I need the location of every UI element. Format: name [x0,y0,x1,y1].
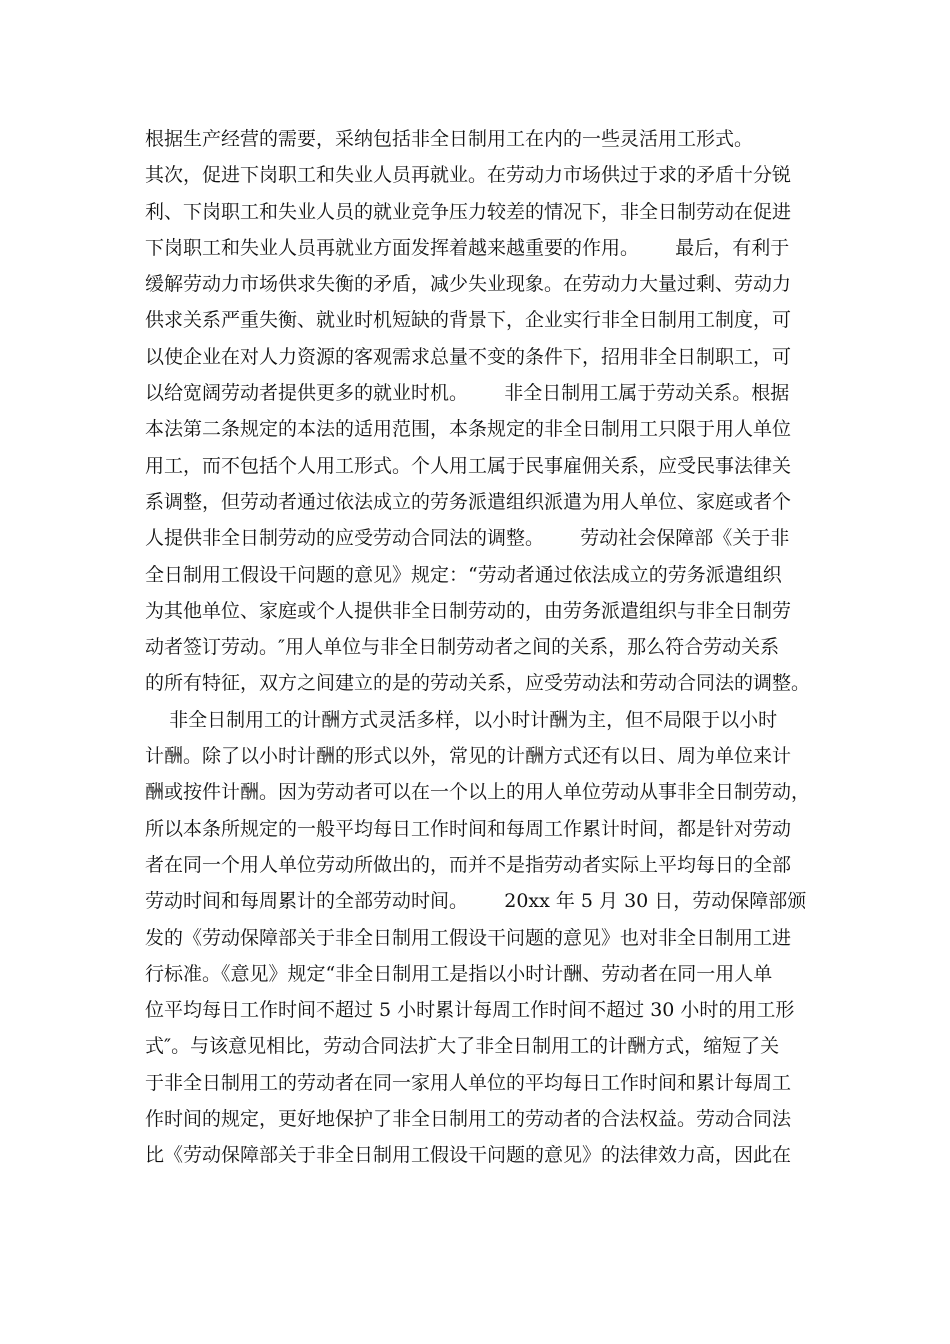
text-line: 以给宽阔劳动者提供更多的就业时机。 非全日制用工属于劳动关系。根据 [145,382,790,405]
text-line: 位平均每日工作时间不超过 5 小时累计每周工作时间不超过 30 小时的用工形 [145,999,795,1022]
text-line: 下岗职工和失业人员再就业方面发挥着越来越重要的作用。 最后，有利于 [145,236,790,259]
text-line: 人提供非全日制劳动的应受劳动合同法的调整。 劳动社会保障部《关于非 [145,527,790,550]
text-line: 缓解劳动力市场供求失衡的矛盾，减少失业现象。在劳动力大量过剩、劳动力 [145,273,792,296]
text-line: 行标准。《意见》规定“非全日制用工是指以小时计酬、劳动者在同一用人单 [145,962,773,985]
text-line: 其次，促进下岗职工和失业人员再就业。在劳动力市场供过于求的矛盾十分锐 [145,164,792,187]
text-line: 全日制用工假设干问题的意见》规定：“劳动者通过依法成立的劳务派遣组织 [145,563,782,586]
text-line: 发的《劳动保障部关于非全日制用工假设干问题的意见》也对非全日制用工进 [145,926,792,949]
text-line: 作时间的规定，更好地保护了非全日制用工的劳动者的合法权益。劳动合同法 [145,1108,792,1131]
text-line: 式″。与该意见相比，劳动合同法扩大了非全日制用工的计酬方式，缩短了关 [145,1035,780,1058]
text-line: 者在同一个用人单位劳动所做出的，而并不是指劳动者实际上平均每日的全部 [145,853,792,876]
text-line: 于非全日制用工的劳动者在同一家用人单位的平均每日工作时间和累计每周工 [145,1071,792,1094]
text-line: 计酬。除了以小时计酬的形式以外，常见的计酬方式还有以日、周为单位来计 [145,745,792,768]
text-line: 比《劳动保障部关于非全日制用工假设干问题的意见》的法律效力高，因此在 [145,1144,792,1167]
text-line: 以使企业在对人力资源的客观需求总量不变的条件下，招用非全日制职工，可 [145,345,792,368]
text-line: 利、下岗职工和失业人员的就业竞争压力较差的情况下，非全日制劳动在促进 [145,200,792,223]
text-line: 所以本条所规定的一般平均每日工作时间和每周工作累计时间，都是针对劳动 [145,817,792,840]
text-line: 系调整，但劳动者通过依法成立的劳务派遣组织派遣为用人单位、家庭或者个 [145,490,792,513]
text-line: 的所有特征，双方之间建立的是的劳动关系，应受劳动法和劳动合同法的调整。 [145,672,811,695]
text-line: 用工，而不包括个人用工形式。个人用工属于民事雇佣关系，应受民事法律关 [145,454,792,477]
text-line: 非全日制用工的计酬方式灵活多样，以小时计酬为主，但不局限于以小时 [145,708,778,731]
text-line: 本法第二条规定的本法的适用范围，本条规定的非全日制用工只限于用人单位 [145,418,792,441]
text-line: 供求关系严重失衡、就业时机短缺的背景下，企业实行非全日制用工制度，可 [145,309,792,332]
text-line: 动者签订劳动。″用人单位与非全日制劳动者之间的关系，那么符合劳动关系 [145,636,780,659]
text-line: 根据生产经营的需要，采纳包括非全日制用工在内的一些灵活用工形式。 [145,128,754,150]
text-line: 酬或按件计酬。因为劳动者可以在一个以上的用人单位劳动从事非全日制劳动， [145,781,811,804]
text-line: 为其他单位、家庭或个人提供非全日制劳动的，由劳务派遣组织与非全日制劳 [145,599,792,622]
text-line: 劳动时间和每周累计的全部劳动时间。 20xx 年 5 月 30 日，劳动保障部颁 [145,890,807,913]
body-text [145,121,815,1174]
